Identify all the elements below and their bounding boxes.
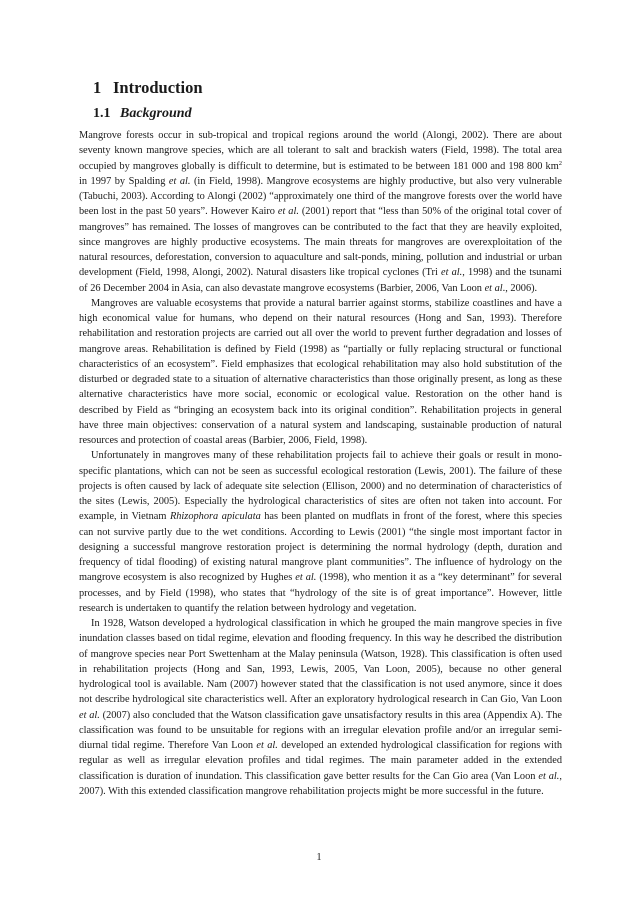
page-number: 1 — [316, 852, 322, 863]
paragraph: Unfortunately in mangroves many of these rehabilitation projects fail to achieve their goals or result in mono-specific plantations, which can not be seen as successful ecological restoration (Lewis, 2001). The failure of these projects is often caused by lack of adequate site selection (Ellison, 2000) and no determination of characteristics of the sites (Lewis, 2005). Especially the hydrological characteristics of sites are often not taken into account. For example, in Vietnam Rhizophora apiculata has been planted on mudflats in front of the forest, where this species can not survive partly due to the wet conditions. According to Lewis (2001) “the single most important factor in designing a successful mangrove restoration project is determining the normal hydrology (depth, duration and frequency of tidal flooding) of existing natural mangrove plant communities”. The influence of hydrology on the mangrove ecosystem is also recognized by Hughes et al. (1998), who mention it as a “key determinant” for several processes, and by Field (1998), who states that “hydrology of the site is of great importance”. However, little research is undertaken to quantify the relation between hydrology and vegetation. — [79, 450, 562, 614]
paragraph: In 1928, Watson developed a hydrological classification in which he grouped the main mangrove species in five inundation classes based on tidal regime, elevation and flooding frequency. In this way he described the distribution of mangrove species near Port Swettenham at the Malay peninsula (Watson, 1928). This classification is often used in rehabilitation projects (Hong and San, 1993, Lewis, 2005, Van Loon, 2005), because no other general hydrological tool is available. Nam (2007) however stated that the classification is not used anymore, since it does not describe hydrological site characteristics well. After an exploratory hydrological research in Can Gio, Van Loon et al. (2007) also concluded that the Watson classification gave unsatisfactory results in this area (Appendix A). The classification was found to be unsuitable for regions with an irregular elevation profile and/or an irregular semi-diurnal tidal regime. Therefore Van Loon et al. developed an extended hydrological classification for regions with regular as well as irregular elevation profiles and tidal regimes. The main parameter added in the extended classification is duration of inundation. This classification gave better results for the Can Gio area (Van Loon et al., 2007). With this extended classification mangrove rehabilitation projects might be more successful in the future. — [79, 618, 563, 797]
subsection-number: 1.1 — [93, 106, 111, 121]
body-text — [79, 128, 562, 799]
section-number: 1 — [93, 78, 102, 97]
paragraph: Mangrove forests occur in sub-tropical and tropical regions around the world (Alongi, 2002). There are about seventy known mangrove species, which are all tolerant to salt and brackish waters (Field, 1998). The total area occupied by mangroves globally is difficult to determine, but is estimated to be between 181 000 and 198 800 $km^2$ in 1997 by Spalding et al. (in Field, 1998). Mangrove ecosystems are highly productive, but also very vulnerable (Tabuchi, 2003). According to Alongi (2002) “approximately one third of the mangrove forests over the world have been lost in the past 50 years”. However Kairo et al. (2001) report that “less than 50% of the original total cover of mangroves” has remained. The losses of mangroves can be contributed to the fact that they are heavily exploited, since mangroves are highly productive ecosystems. The main threats for mangroves are overexploitation of the natural resources, deforestation, conversion to aquaculture and salt-ponds, mining, pollution and industrial or urban development (Field, 1998, Alongi, 2002). Natural disasters like tropical cyclones (Tri et al., 1998) and the tsunami of 26 December 2004 in Asia, can also devastate mangrove ecosystems (Barbier, 2006, Van Loon et al., 2006). — [79, 130, 563, 294]
section-title: Introduction — [113, 78, 203, 97]
superscript: 2 — [558, 159, 562, 167]
section-heading — [93, 78, 203, 98]
subsection-title: Background — [120, 106, 192, 121]
subsection-heading — [93, 106, 192, 122]
paragraph: Mangroves are valuable ecosystems that provide a natural barrier against storms, stabilize coastlines and have a high economical value for humans, who depend on their natural resources (Hong and San, 1993). Therefore rehabilitation and restoration projects are carried out all over the world to prevent further degradation and losses of mangrove areas. Rehabilitation is defined by Field (1998) as “partially or fully replacing structural or functional characteristics of an ecosystem”. Field emphasizes that ecological rehabilitation may also hold substitution of the disturbed or degraded state to a situation of alternative characteristics than those originally present, as long as these alternative characteristics have more social, economic or ecological value. Restoration on the other hand is described by Field as “bringing an ecosystem back into its original condition”. Rehabilitation projects in general have three main objectives: conservation of a natural system and landscaping, sustainable production of natural resources and protection of coastal areas (Barbier, 2006, Field, 1998). — [79, 297, 562, 446]
